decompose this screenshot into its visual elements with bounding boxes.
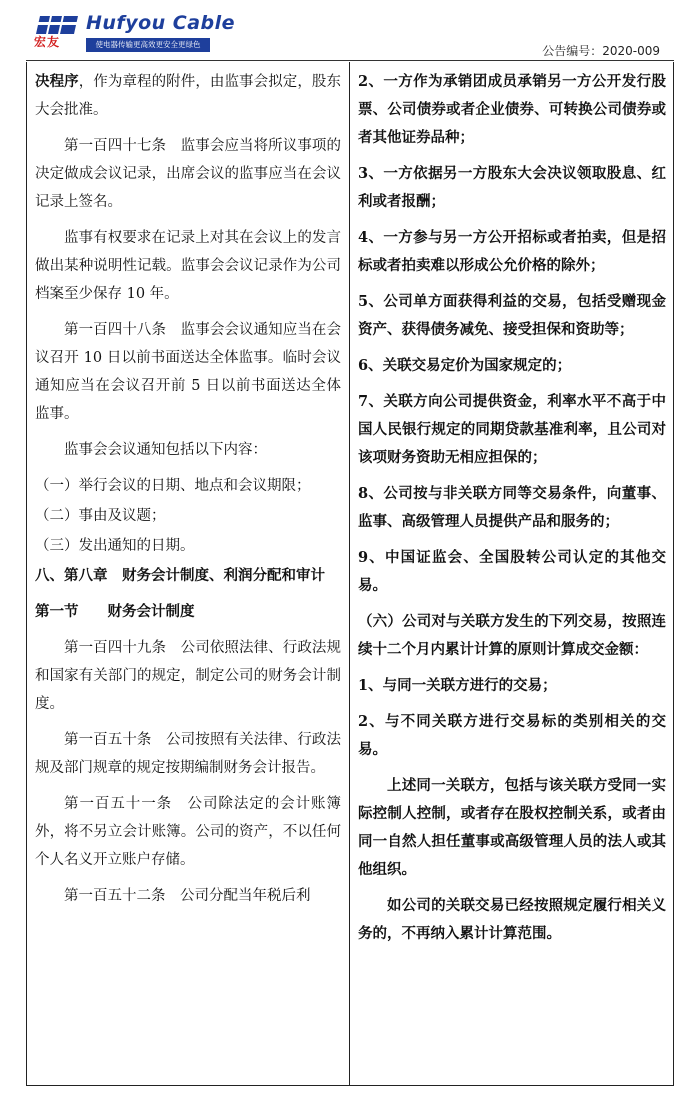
right-paragraph: 9、中国证监会、全国股转公司认定的其他交易。 [358,549,666,594]
right-column [358,68,666,956]
paragraph-text: ，作为章程的附件，由监事会拟定，股东大会批准。 [35,74,342,118]
right-paragraph: 1、与同一关联方进行的交易； [358,677,557,694]
page-header [0,0,700,62]
left-paragraph [35,68,341,124]
left-paragraph: 第一百四十八条 监事会会议通知应当在会议召开 10 日以前书面送达全体监事。临时会议通知应当在会议召开前 5 日以前书面送达全体监事。 [35,322,341,422]
right-paragraph: 4、一方参与另一方公开招标或者拍卖，但是招标或者拍卖难以形成公允价格的除外； [358,229,666,274]
notice-number: 公告编号：2020-009 [542,44,660,58]
brand-slogan: 使电器传输更高效更安全更绿色 [86,38,210,52]
right-paragraph: 2、与不同关联方进行交易标的类别相关的交易。 [358,713,666,758]
right-paragraph: 5、公司单方面获得利益的交易，包括受赠现金资产、获得债务减免、接受担保和资助等； [358,293,666,338]
right-paragraph: 6、关联交易定价为国家规定的； [358,357,572,374]
left-chapter-heading: 八、第八章 财务会计制度、利润分配和审计 [35,567,325,584]
right-paragraph: 如公司的关联交易已经按照规定履行相关义务的，不再纳入累计计算范围。 [358,897,666,942]
logo-chinese-mark: 宏友 [34,35,61,49]
column-divider [349,62,350,1085]
bold-lead-text: 决程序 [35,73,79,90]
left-paragraph: 第一百五十一条 公司除法定的会计账簿外，将不另立会计账簿。公司的资产，不以任何个人名义开立账户存储。 [35,796,341,868]
left-list-item: （一）举行会议的日期、地点和会议期限； [35,478,311,494]
left-column [35,68,341,918]
right-paragraph: 2、一方作为承销团成员承销另一方公开发行股票、公司债券或者企业债券、可转换公司债券或者其他证券品种； [358,73,666,146]
left-paragraph: 第一百五十二条 公司分配当年税后利 [64,888,311,904]
left-paragraph: 第一百四十七条 监事会应当将所议事项的决定做成会议记录，出席会议的监事应当在会议记录上签名。 [35,138,341,210]
left-paragraph: 监事会会议通知包括以下内容： [64,442,267,458]
right-paragraph: 上述同一关联方，包括与该关联方受同一实际控制人控制，或者存在股权控制关系，或者由同一自然人担任董事或高级管理人员的法人或其他组织。 [358,777,666,878]
two-column-table [26,62,674,1086]
right-paragraph: 3、一方依据另一方股东大会决议领取股息、红利或者报酬； [358,165,666,210]
left-list-item: （三）发出通知的日期。 [35,538,195,554]
left-paragraph: 第一百四十九条 公司依照法律、行政法规和国家有关部门的规定，制定公司的财务会计制度。 [35,640,341,712]
header-divider [26,60,674,61]
left-paragraph: 第一百五十条 公司按照有关法律、行政法规及部门规章的规定按期编制财务会计报告。 [35,732,341,776]
brand-name: Hufyou Cable [86,12,236,34]
right-paragraph: 8、公司按与非关联方同等交易条件，向董事、监事、高级管理人员提供产品和服务的； [358,485,666,530]
left-section-heading: 第一节 财务会计制度 [35,603,195,620]
right-paragraph: （六）公司对与关联方发生的下列交易，按照连续十二个月内累计计算的原则计算成交金额： [358,613,666,658]
left-paragraph: 监事有权要求在记录上对其在会议上的发言做出某种说明性记载。监事会会议记录作为公司档案至少保存 10 年。 [35,230,341,302]
left-list-item: （二）事由及议题； [35,508,166,524]
right-paragraph: 7、关联方向公司提供资金，利率水平不高于中国人民银行规定的同期贷款基准利率，且公司对该项财务资助无相应担保的； [358,393,666,466]
